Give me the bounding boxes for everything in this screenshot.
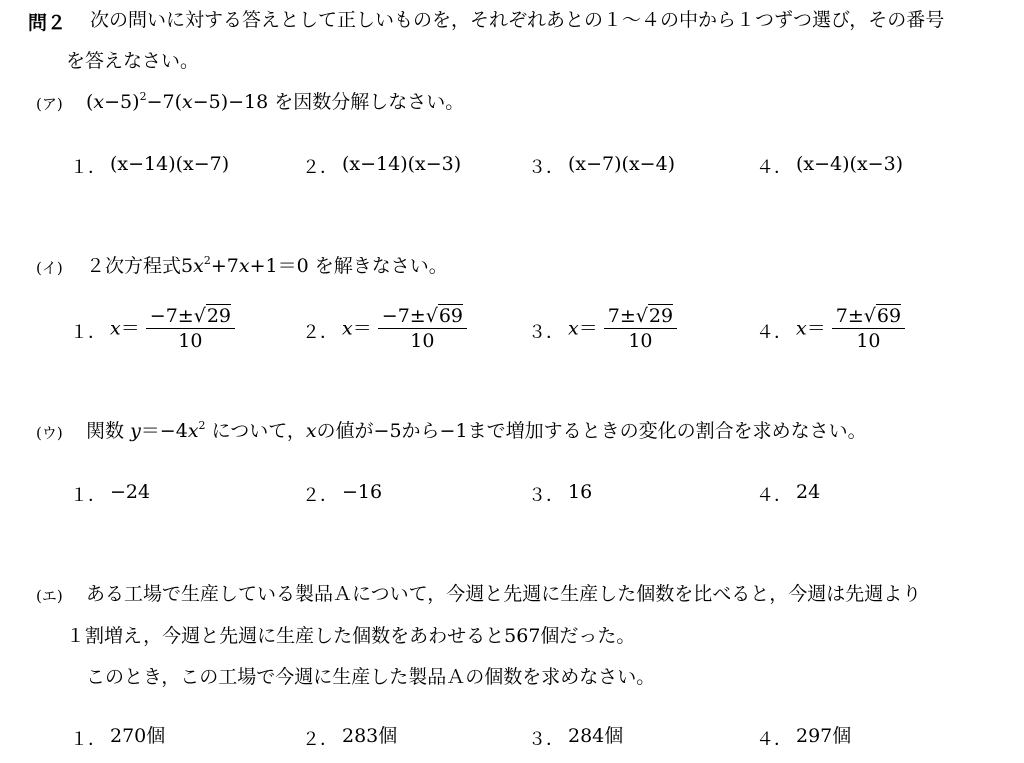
fraction: $\frac{7\pm√69}{10}$	[832, 304, 905, 353]
choice-c-3: 16	[568, 481, 593, 503]
choice-b-1-num: １．	[70, 322, 106, 343]
choice-c-2: −16	[342, 481, 383, 503]
question-c: 関数 $y=-4x^2$ について，xの値が−5から−1まで増加するときの変化の割合を求めなさい。	[86, 419, 867, 442]
instruction-line-2: を答えなさい。	[66, 50, 200, 72]
question-a: $(x-5)^2-7(x-5)-18$ を因数分解しなさい。	[86, 90, 465, 113]
fraction: $\frac{-7\pm√69}{10}$	[378, 304, 467, 353]
choice-b-1: x＝ $\frac{-7\pm√29}{10}$	[110, 304, 235, 353]
choice-a-3: (x−7)(x−4)	[568, 153, 676, 175]
choice-a-1: (x−14)(x−7)	[110, 153, 230, 175]
instruction-line-1: 次の問いに対する答えとして正しいものを，それぞれあとの１～４の中から１つずつ選び，その番号	[90, 9, 945, 31]
choice-a-1-num: １．	[70, 157, 106, 178]
part-label-c: (ウ)	[36, 424, 63, 442]
fraction: $\frac{7\pm√29}{10}$	[604, 304, 677, 353]
choice-d-3: 284個	[568, 725, 624, 747]
choice-d-4-num: ４．	[756, 729, 792, 750]
part-label-b: (イ)	[36, 259, 63, 277]
choice-c-4: 24	[796, 481, 821, 503]
choice-a-4-num: ４．	[756, 157, 792, 178]
choice-c-1: −24	[110, 481, 151, 503]
choice-c-4-num: ４．	[756, 485, 792, 506]
choice-b-4-num: ４．	[756, 322, 792, 343]
choice-a-3-num: ３．	[528, 157, 564, 178]
question-b: ２次方程式$5x^2+7x+1=0$ を解きなさい。	[86, 254, 448, 277]
choice-b-2: x＝ $\frac{-7\pm√69}{10}$	[342, 304, 467, 353]
choice-c-1-num: １．	[70, 485, 106, 506]
choice-c-3-num: ３．	[528, 485, 564, 506]
choice-d-3-num: ３．	[528, 729, 564, 750]
fraction: $\frac{-7\pm√29}{10}$	[146, 304, 235, 353]
choice-d-4: 297個	[796, 725, 852, 747]
choice-c-2-num: ２．	[302, 485, 338, 506]
part-label-a: (ア)	[36, 95, 63, 113]
choice-b-2-num: ２．	[302, 322, 338, 343]
question-d-line-1: ある工場で生産している製品Ａについて，今週と先週に生産した個数を比べると，今週は先週より	[86, 583, 922, 605]
question-a-text: を因数分解しなさい。	[274, 91, 465, 113]
choice-a-2: (x−14)(x−3)	[342, 153, 462, 175]
choice-d-1-num: １．	[70, 729, 106, 750]
choice-b-3-num: ３．	[528, 322, 564, 343]
choice-d-2: 283個	[342, 725, 398, 747]
choice-b-4: x＝ $\frac{7\pm√69}{10}$	[796, 304, 905, 353]
question-d-line-2: １割増え，今週と先週に生産した個数をあわせると567個だった。	[66, 625, 636, 647]
choice-a-4: (x−4)(x−3)	[796, 153, 904, 175]
question-d-line-3: このとき，この工場で今週に生産した製品Ａの個数を求めなさい。	[86, 666, 656, 688]
question-number: 問２	[28, 12, 67, 34]
choice-a-2-num: ２．	[302, 157, 338, 178]
choice-d-1: 270個	[110, 725, 166, 747]
choice-d-2-num: ２．	[302, 729, 338, 750]
part-label-d: (エ)	[36, 587, 63, 605]
choice-b-3: x＝ $\frac{7\pm√29}{10}$	[568, 304, 677, 353]
